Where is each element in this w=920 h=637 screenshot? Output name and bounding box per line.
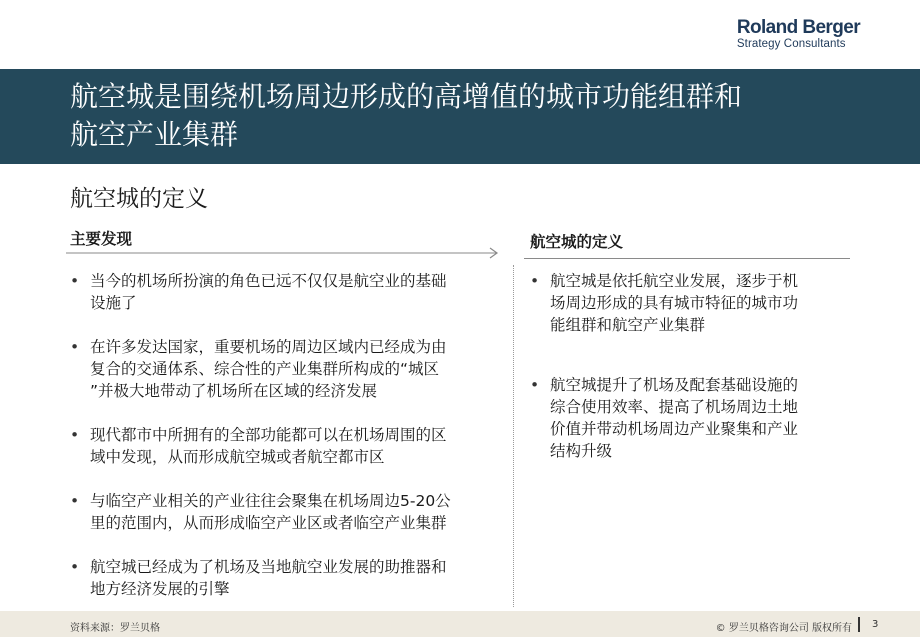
list-item: • 当今的机场所扮演的角色已远不仅仅是航空业的基础 设施了 xyxy=(70,270,510,314)
logo-name: Roland Berger xyxy=(736,17,860,38)
list-item: • 在许多发达国家，重要机场的周边区域内已经成为由 复合的交通体系、综合性的产业集群所构成的“城区 ”并极大地带动了机场所在区域的经济发展 xyxy=(70,336,510,402)
column-divider xyxy=(513,265,515,607)
left-column-heading: 主要发现 xyxy=(70,230,133,248)
footer-source: 资料来源：罗兰贝格 xyxy=(70,623,160,634)
footer-copyright: © 罗兰贝格咨询公司 版权所有 xyxy=(715,623,852,634)
left-bullet-list xyxy=(70,270,510,600)
slide-title-line-1: 航空城是围绕机场周边形成的高增值的城市功能组群和 xyxy=(70,80,743,113)
slide-subtitle: 航空城的定义 xyxy=(70,186,208,212)
footer-separator xyxy=(858,617,860,632)
right-column-heading: 航空城的定义 xyxy=(530,233,624,251)
list-item: • 航空城已经成为了机场及当地航空业发展的助推器和 地方经济发展的引擎 xyxy=(70,556,510,600)
slide-title-line-2: 航空产业集群 xyxy=(70,118,239,151)
logo-subtitle: Strategy Consultants xyxy=(736,38,846,50)
list-item: • 航空城提升了机场及配套基础设施的 综合使用效率、提高了机场周边土地 价值并带动机场周边产业聚集和产业 结构升级 xyxy=(530,374,870,462)
list-item: • 与临空产业相关的产业往往会聚集在机场周边5-20公 里的范围内，从而形成临空产业区或者临空产业集群 xyxy=(70,490,510,534)
title-band xyxy=(0,69,920,164)
roland-berger-logo xyxy=(737,18,860,51)
page-number: 3 xyxy=(872,619,879,630)
list-item: • 现代都市中所拥有的全部功能都可以在机场周围的区 域中发现，从而形成航空城或者航空都市区 xyxy=(70,424,510,468)
right-bullet-list xyxy=(530,270,870,462)
list-item: • 航空城是依托航空业发展，逐步于机 场周边形成的具有城市特征的城市功 能组群和航空产业集群 xyxy=(530,270,870,336)
arrow-right-icon xyxy=(66,247,502,259)
right-heading-rule xyxy=(524,258,850,259)
